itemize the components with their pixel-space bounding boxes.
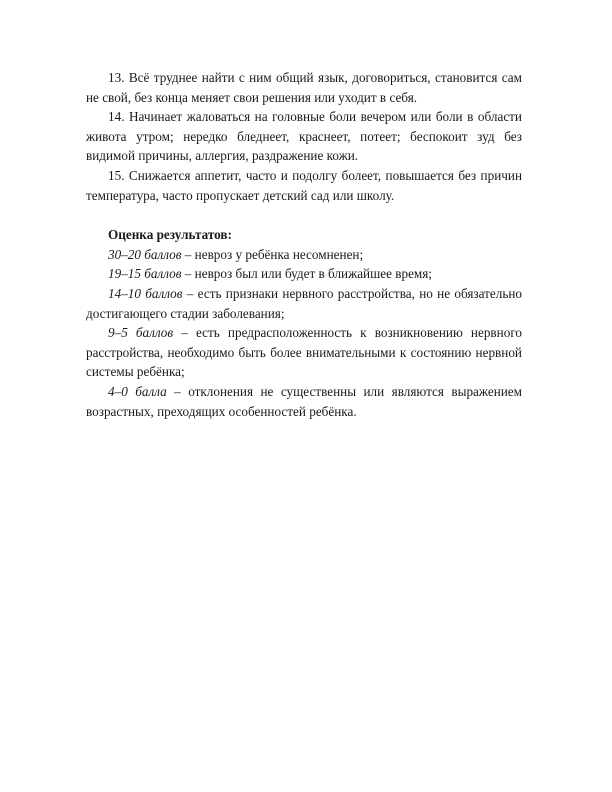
result-text: – есть предрасположенность к возникновению нервного расстройства, необходимо быть более внимательными к состоянию нервной системы ребёнка; bbox=[86, 325, 522, 380]
list-item-15: 15. Снижается аппетит, часто и подолгу болеет, повышается без причин температура, часто пропускает детский сад или школу. bbox=[86, 167, 522, 203]
result-range: 4–0 балла bbox=[108, 383, 167, 399]
result-range: 14–10 баллов bbox=[108, 285, 183, 301]
result-range: 30–20 баллов bbox=[108, 246, 182, 262]
result-entry-9-5 bbox=[86, 323, 522, 382]
result-entry-14-10 bbox=[86, 284, 522, 323]
section-spacer bbox=[86, 205, 522, 225]
result-range: 9–5 баллов bbox=[108, 325, 174, 341]
result-text: – невроз у ребёнка несомненен; bbox=[181, 246, 364, 262]
result-entry-19-15 bbox=[86, 264, 522, 284]
results-heading: Оценка результатов: bbox=[108, 227, 232, 243]
list-item-14: 14. Начинает жаловаться на головные боли вечером или боли в области живота утром; нередко бледнеет, краснеет, потеет; беспокоит зуд без видимой причины, аллергия, раздражение кожи. bbox=[86, 109, 522, 164]
result-text: – невроз был или будет в ближайшее время; bbox=[181, 266, 433, 282]
document-page bbox=[86, 68, 522, 421]
result-text: – отклонения не существенны или являются выражением возрастных, преходящих особенностей ребёнка. bbox=[86, 383, 523, 419]
result-text: – есть признаки нервного расстройства, но не обязательно достигающего стадии заболевания; bbox=[86, 285, 522, 321]
result-entry-30-20 bbox=[86, 245, 522, 265]
list-item-13: 13. Всё труднее найти с ним общий язык, договориться, становится сам не свой, без конца меняет свои решения или уходит в себя. bbox=[86, 70, 522, 105]
result-range: 19–15 баллов bbox=[108, 266, 182, 282]
result-entry-4-0 bbox=[86, 382, 522, 421]
